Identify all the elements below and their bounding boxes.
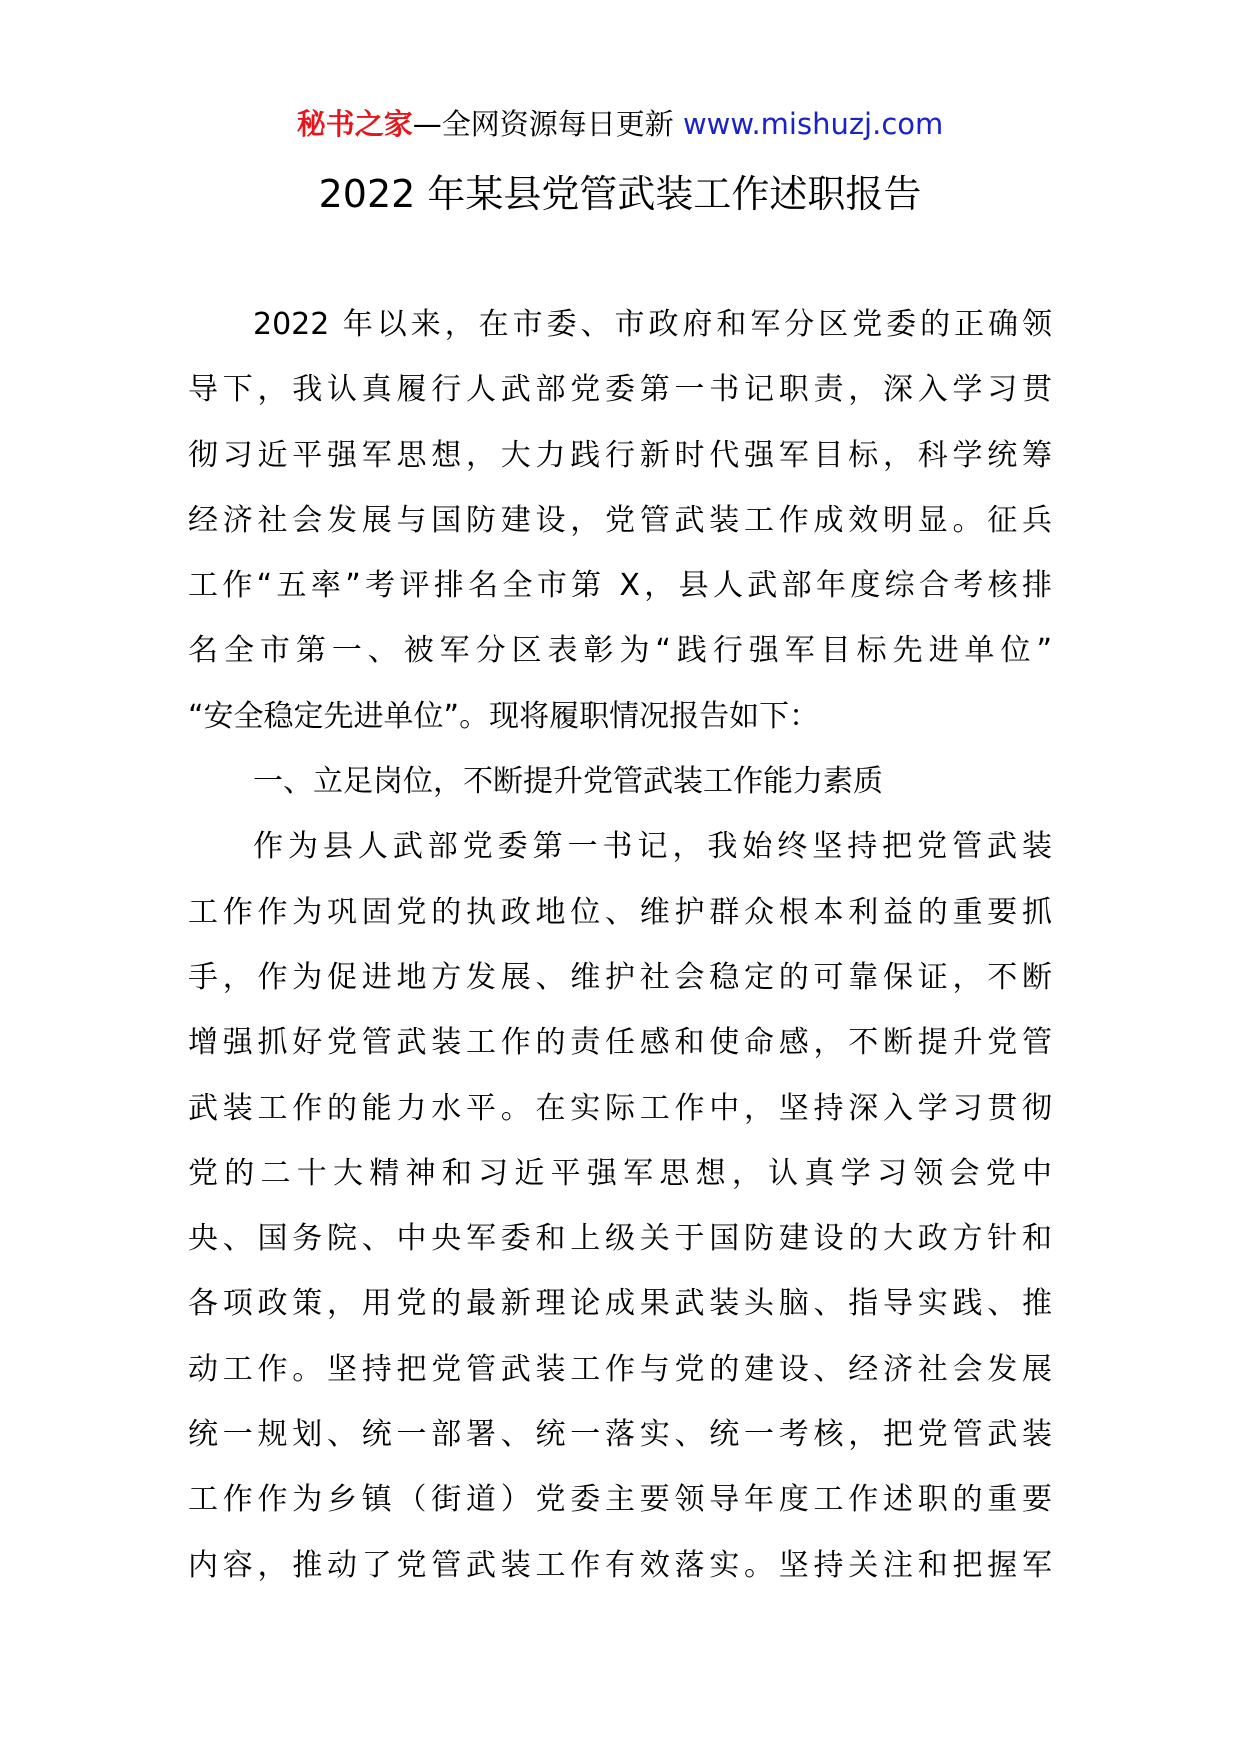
paragraph-line: 2022 年以来，在市委、市政府和军分区党委的正确领: [253, 307, 1052, 342]
paragraph-line: 彻习近平强军思想，大力践行新时代强军目标，科学统筹: [188, 437, 1052, 473]
paragraph-line: 各项政策，用党的最新理论成果武装头脑、指导实践、推: [188, 1286, 1052, 1322]
paragraph-line: 手，作为促进地方发展、维护社会稳定的可靠保证，不断: [188, 959, 1052, 995]
header-tagline: —全网资源每日更新: [412, 107, 683, 141]
paragraph-line: 工作作为乡镇（街道）党委主要领导年度工作述职的重要: [188, 1482, 1052, 1518]
website-link[interactable]: www.mishuzj.com: [682, 107, 944, 141]
brand-name: 秘书之家: [296, 107, 413, 141]
paragraph-line: 工作作为巩固党的执政地位、维护群众根本利益的重要抓: [188, 894, 1052, 930]
paragraph-line: 工作“五率”考评排名全市第 X，县人武部年度综合考核排: [188, 568, 1052, 604]
section-heading: 一、立足岗位，不断提升党管武装工作能力素质: [253, 764, 883, 800]
paragraph-line: 央、国务院、中央军委和上级关于国防建设的大政方针和: [188, 1221, 1052, 1257]
paragraph-line: 内容，推动了党管武装工作有效落实。坚持关注和把握军: [188, 1547, 1052, 1583]
paragraph-line: “安全稳定先进单位”。现将履职情况报告如下：: [188, 698, 820, 734]
paragraph-line: 动工作。坚持把党管武装工作与党的建设、经济社会发展: [188, 1351, 1052, 1387]
document-body: [188, 292, 1052, 1598]
page-header: [0, 98, 1240, 150]
paragraph-line: 导下，我认真履行人武部党委第一书记职责，深入学习贯: [188, 372, 1052, 408]
document-title: 2022 年某县党管武装工作述职报告: [318, 172, 922, 216]
paragraph-line: 增强抓好党管武装工作的责任感和使命感，不断提升党管: [188, 1025, 1052, 1061]
paragraph-line: 统一规划、统一部署、统一落实、统一考核，把党管武装: [188, 1417, 1052, 1453]
paragraph-line: 武装工作的能力水平。在实际工作中，坚持深入学习贯彻: [188, 1090, 1052, 1126]
paragraph-line: 作为县人武部党委第一书记，我始终坚持把党管武装: [253, 829, 1052, 865]
paragraph-line: 党的二十大精神和习近平强军思想，认真学习领会党中: [188, 1155, 1052, 1191]
paragraph-line: 名全市第一、被军分区表彰为“践行强军目标先进单位”: [188, 633, 1052, 669]
paragraph-line: 经济社会发展与国防建设，党管武装工作成效明显。征兵: [188, 502, 1052, 538]
